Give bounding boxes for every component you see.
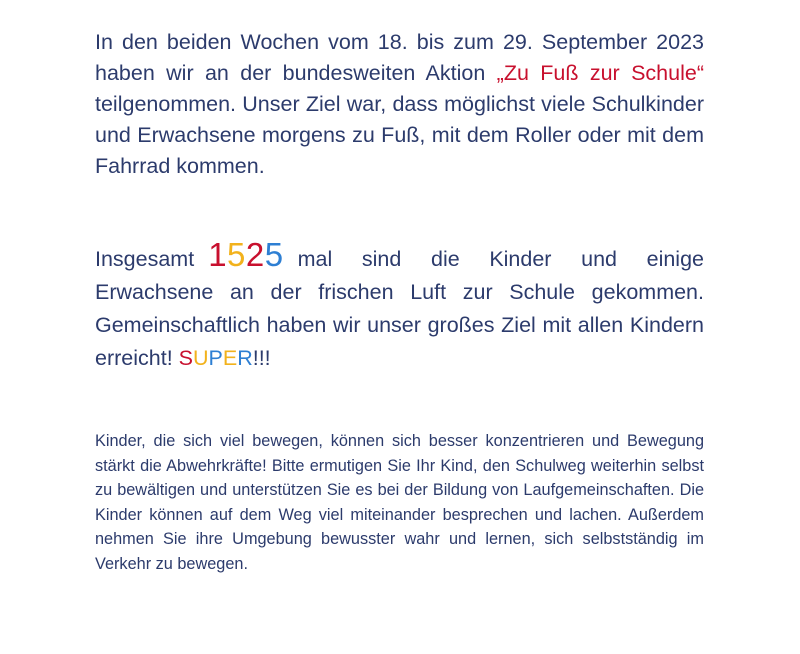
- super-letter-p: P: [208, 346, 223, 370]
- result-paragraph: [95, 236, 704, 375]
- super-letter-s: S: [178, 346, 193, 370]
- intro-paragraph: [95, 27, 704, 182]
- count-digit-4: 5: [264, 236, 284, 273]
- count-digit-2: 5: [227, 236, 246, 273]
- total-count: [208, 236, 283, 273]
- advice-paragraph: Kinder, die sich viel bewegen, können sich besser konzentrieren und Bewegung stärkt die Abwehrkräfte! Bitte ermutigen Sie Ihr Kind, den Schulweg weiterhin selbst zu bewältigen und unterstützen Sie es bei der Bildung von Laufgemeinschaften. Die Kinder können auf dem Weg viel miteinander besprechen und lachen. Außerdem nehmen Sie ihre Umgebung bewusster wahr und lernen, sich selbstständig im Verkehr zu bewegen.: [95, 432, 704, 573]
- super-letter-u: U: [192, 346, 209, 370]
- intro-text-end: teilgenommen. Unser Ziel war, dass möglichst viele Schulkinder und Erwachsene morgens zu Fuß, mit dem Roller oder mit dem Fahrrad kommen.: [95, 92, 704, 178]
- exclamation-marks: !!!: [252, 346, 271, 370]
- intro-text-start: In den beiden Wochen vom 18. bis zum 29. September 2023 haben wir an der bundesweiten Aktion: [95, 30, 704, 85]
- result-text-end: mal sind die Kinder und einige Erwachsene an der frischen Luft zur Schule gekommen. Gemeinschaftlich haben wir unser großes Ziel mit allen Kindern erreicht!: [95, 247, 704, 370]
- super-letter-r: R: [237, 346, 253, 370]
- count-digit-3: 2: [245, 236, 265, 273]
- count-digit-1: 1: [208, 236, 228, 273]
- super-letter-e: E: [222, 346, 238, 370]
- campaign-name: „Zu Fuß zur Schule“: [496, 61, 704, 85]
- result-text-start: Insgesamt: [95, 247, 195, 271]
- super-word: [179, 346, 253, 370]
